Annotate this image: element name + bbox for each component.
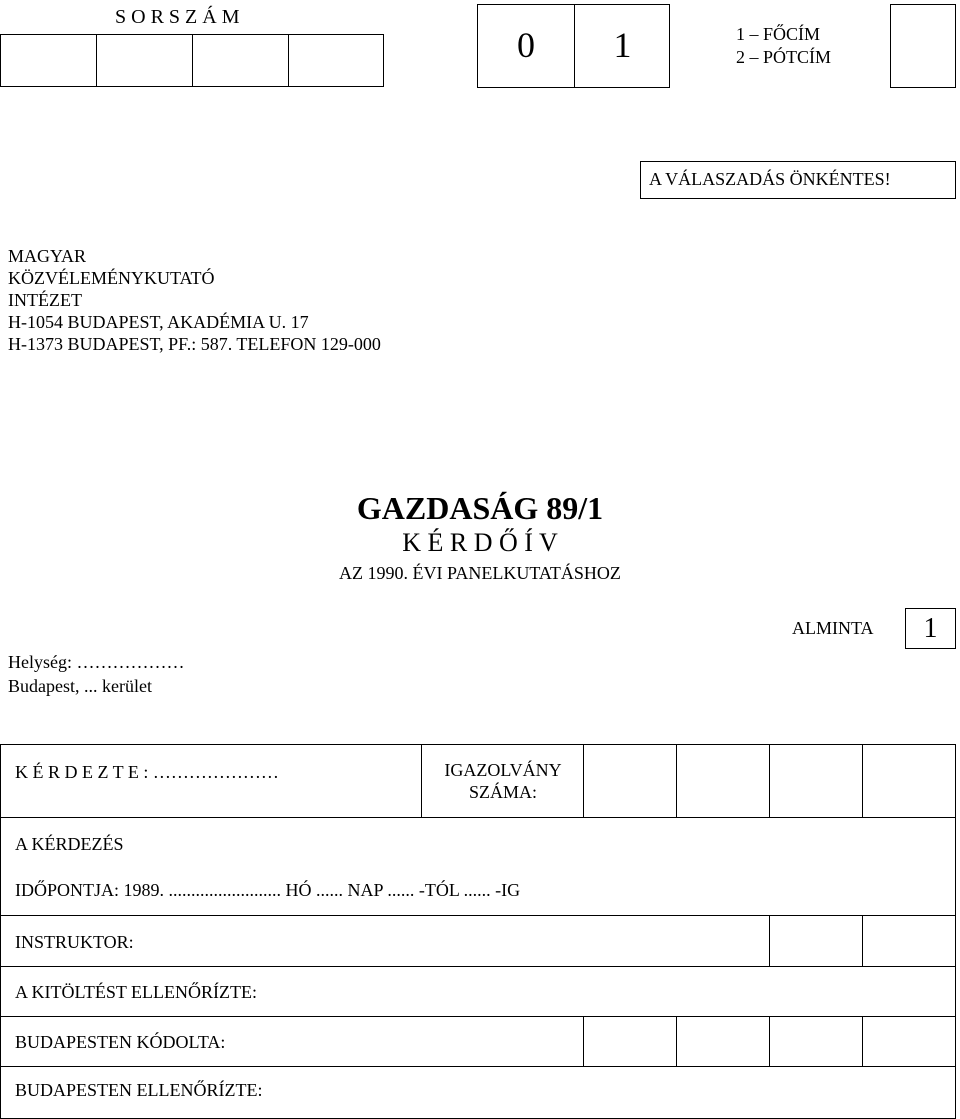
institute-line: H-1373 BUDAPEST, PF.: 587. TELEFON 129-000 xyxy=(8,334,381,354)
budapest-district-field[interactable]: Budapest, ... kerület xyxy=(8,676,152,696)
verified-by-label: BUDAPESTEN ELLENŐRÍZTE: xyxy=(15,1080,263,1100)
helyseg-field[interactable]: Helység: ……………… xyxy=(8,652,185,672)
code-box xyxy=(477,4,670,88)
questionnaire-title: GAZDASÁG 89/1 xyxy=(356,490,604,526)
admin-form xyxy=(0,744,956,1119)
interviewer-field[interactable]: K É R D E Z T E : ………………… xyxy=(15,762,279,782)
id-number-boxes[interactable] xyxy=(584,746,955,816)
coded-by-label: BUDAPESTEN KÓDOLTA: xyxy=(15,1032,226,1052)
sorszam-boxes[interactable] xyxy=(0,34,384,87)
instructor-label: INSTRUKTOR: xyxy=(15,932,134,952)
code-digit-1: 0 xyxy=(517,25,535,65)
checked-by-label: A KITÖLTÉST ELLENŐRÍZTE: xyxy=(15,982,257,1002)
title-block xyxy=(0,490,960,584)
institute-line: KÖZVÉLEMÉNYKUTATÓ xyxy=(8,268,215,288)
id-label-line: SZÁMA: xyxy=(468,782,537,802)
coder-boxes[interactable] xyxy=(584,1017,955,1066)
institute-address xyxy=(8,245,381,355)
institute-line: INTÉZET xyxy=(8,290,82,310)
institute-line: H-1054 BUDAPEST, AKADÉMIA U. 17 xyxy=(8,312,309,332)
id-label-line: IGAZOLVÁNY xyxy=(444,760,562,780)
type-box[interactable] xyxy=(890,4,956,88)
interview-time-label: A KÉRDEZÉS xyxy=(15,834,124,854)
id-number-label xyxy=(423,759,583,803)
questionnaire-subtitle: K É R D Ő Í V xyxy=(402,528,558,557)
institute-line: MAGYAR xyxy=(8,246,87,266)
questionnaire-description: AZ 1990. ÉVI PANELKUTATÁSHOZ xyxy=(339,563,621,583)
sample-label: ALMINTA xyxy=(792,618,874,638)
interview-time-field[interactable]: IDŐPONTJA: 1989. ......................... HÓ ...... NAP ...... -TÓL ...... -IG xyxy=(15,880,521,900)
instructor-boxes[interactable] xyxy=(770,916,955,966)
type-option-2: 2 – PÓTCÍM xyxy=(736,47,832,67)
sample-value: 1 xyxy=(905,608,956,649)
sorszam-label: S O R S Z Á M xyxy=(115,6,240,28)
type-option-1: 1 – FŐCÍM xyxy=(736,24,821,44)
voluntary-notice: A VÁLASZADÁS ÖNKÉNTES! xyxy=(640,161,956,199)
code-digit-2: 1 xyxy=(613,25,632,65)
